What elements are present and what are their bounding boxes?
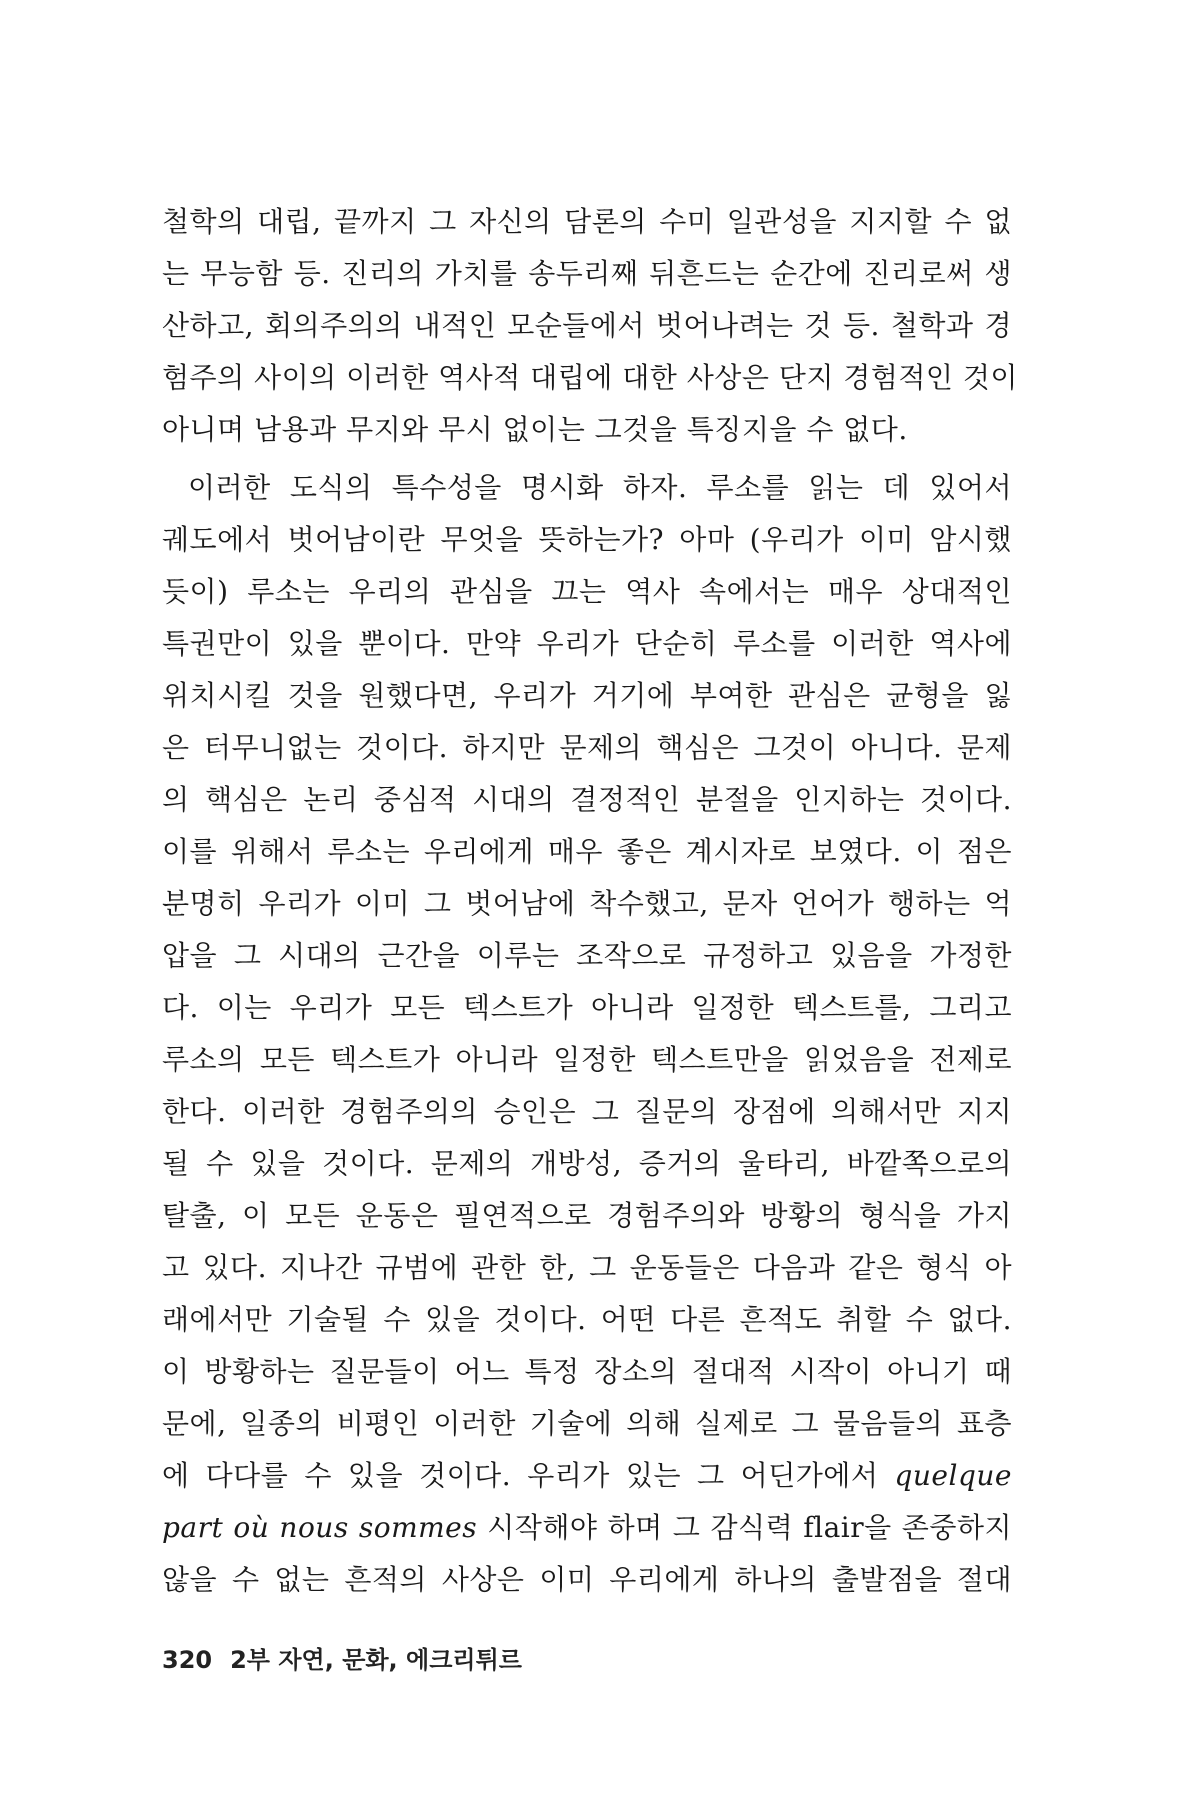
text-line: 는 무능함 등. 진리의 가치를 송두리째 뒤흔드는 순간에 진리로써 생 — [162, 257, 1012, 290]
text-line: 문에, 일종의 비평인 이러한 기술에 의해 실제로 그 물음들의 표층 — [162, 1407, 1012, 1440]
text-line: 궤도에서 벗어남이란 무엇을 뜻하는가? 아마 (우리가 이미 암시했 — [162, 523, 1012, 556]
text-line — [162, 1502, 1012, 1554]
text-line: 압을 그 시대의 근간을 이루는 조작으로 규정하고 있음을 가정한 — [162, 939, 1012, 972]
text-line: 루소의 모든 텍스트가 아니라 일정한 텍스트만을 읽었음을 전제로 — [162, 1043, 1012, 1076]
text-line: 고 있다. 지나간 규범에 관한 한, 그 운동들은 다음과 같은 형식 아 — [162, 1251, 1012, 1284]
text-line: 한다. 이러한 경험주의의 승인은 그 질문의 장점에 의해서만 지지 — [162, 1095, 1012, 1128]
text-line: 이러한 도식의 특수성을 명시화 하자. 루소를 읽는 데 있어서 — [188, 471, 1012, 504]
text-segment: 시작해야 하며 그 감식력 flair을 존중하지 — [487, 1511, 1012, 1544]
text-line: 될 수 있을 것이다. 문제의 개방성, 증거의 울타리, 바깥쪽으로의 — [162, 1147, 1012, 1180]
text-line: 아니며 남용과 무지와 무시 없이는 그것을 특징지을 수 없다. — [162, 413, 908, 446]
text-segment: 에 다다를 수 있을 것이다. 우리가 있는 그 어딘가에서 — [162, 1459, 879, 1492]
text-line: 듯이) 루소는 우리의 관심을 끄는 역사 속에서는 매우 상대적인 — [162, 575, 1012, 608]
body-text — [162, 196, 1018, 1606]
text-line: 험주의 사이의 이러한 역사적 대립에 대한 사상은 단지 경험적인 것이 — [162, 361, 1018, 394]
text-line: 분명히 우리가 이미 그 벗어남에 착수했고, 문자 언어가 행하는 억 — [162, 887, 1012, 920]
text-line: 래에서만 기술될 수 있을 것이다. 어떤 다른 흔적도 취할 수 없다. — [162, 1303, 1012, 1336]
text-line: 의 핵심은 논리 중심적 시대의 결정적인 분절을 인지하는 것이다. — [162, 783, 1012, 816]
italic-term: part où nous sommes — [162, 1511, 478, 1544]
text-line: 특권만이 있을 뿐이다. 만약 우리가 단순히 루소를 이러한 역사에 — [162, 627, 1012, 660]
text-line: 탈출, 이 모든 운동은 필연적으로 경험주의와 방황의 형식을 가지 — [162, 1199, 1012, 1232]
running-footer-section: 2부 자연, 문화, 에크리튀르 — [230, 1646, 522, 1674]
text-line: 이를 위해서 루소는 우리에게 매우 좋은 계시자로 보였다. 이 점은 — [162, 835, 1012, 868]
text-line: 은 터무니없는 것이다. 하지만 문제의 핵심은 그것이 아니다. 문제 — [162, 731, 1012, 764]
page-footer — [162, 1640, 522, 1675]
page-number: 320 — [162, 1646, 213, 1674]
italic-term: quelque — [894, 1459, 1012, 1492]
text-line: 산하고, 회의주의의 내적인 모순들에서 벗어나려는 것 등. 철학과 경 — [162, 309, 1012, 342]
text-line: 않을 수 없는 흔적의 사상은 이미 우리에게 하나의 출발점을 절대 — [162, 1563, 1012, 1596]
text-line — [162, 1450, 1012, 1502]
text-line: 이 방황하는 질문들이 어느 특정 장소의 절대적 시작이 아니기 때 — [162, 1355, 1012, 1388]
text-line: 위치시킬 것을 원했다면, 우리가 거기에 부여한 관심은 균형을 잃 — [162, 679, 1012, 712]
text-line: 철학의 대립, 끝까지 그 자신의 담론의 수미 일관성을 지지할 수 없 — [162, 205, 1012, 238]
text-line: 다. 이는 우리가 모든 텍스트가 아니라 일정한 텍스트를, 그리고 — [162, 991, 1012, 1024]
